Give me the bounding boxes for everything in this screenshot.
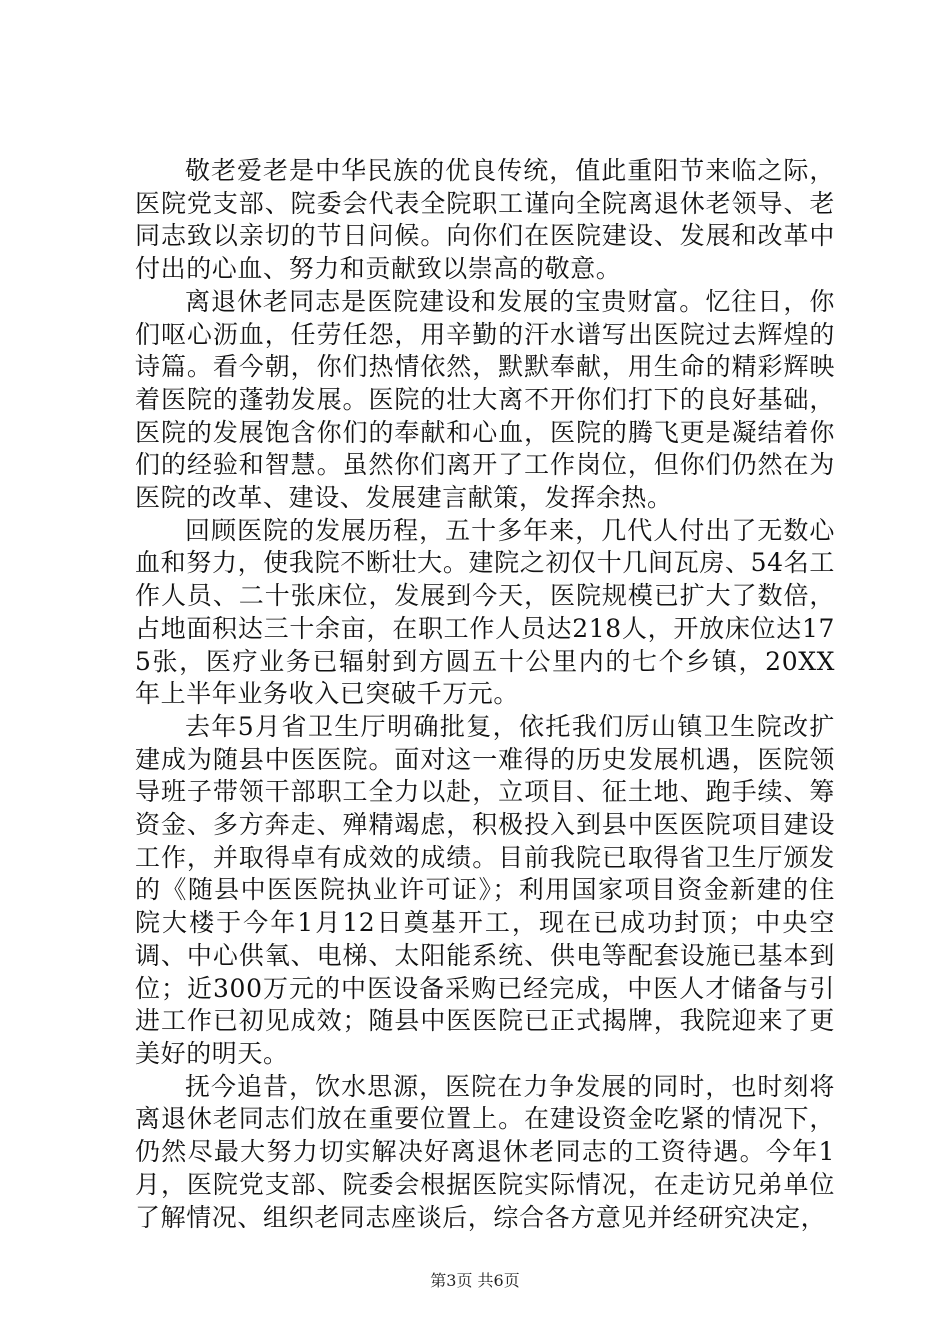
paragraph: 去年5月省卫生厅明确批复，依托我们厉山镇卫生院改扩建成为随县中医医院。面对这一难得的历史发展机遇，医院领导班子带领干部职工全力以赴，立项目、征土地、跑手续、筹资金、多方奔走、殚精竭虑，积极投入到县中医医院项目建设工作，并取得卓有成效的成绩。目前我院已取得省卫生厅颁发的《随县中医医院执业许可证》；利用国家项目资金新建的住院大楼于今年1月12日奠基开工，现在已成功封顶；中央空调、中心供氧、电梯、太阳能系统、供电等配套设施已基本到位；近300万元的中医设备采购已经完成，中医人才储备与引进工作已初见成效；随县中医医院已正式揭牌，我院迎来了更美好的明天。 <box>135 711 835 1068</box>
page-footer: 第3页 共6页 <box>430 1271 520 1290</box>
paragraph: 离退休老同志是医院建设和发展的宝贵财富。忆往日，你们呕心沥血，任劳任怨，用辛勤的汗水谱写出医院过去辉煌的诗篇。看今朝，你们热情依然，默默奉献，用生命的精彩辉映着医院的蓬勃发展。医院的壮大离不开你们打下的良好基础，医院的发展饱含你们的奉献和心血，医院的腾飞更是凝结着你们的经验和智慧。虽然你们离开了工作岗位，但你们仍然在为医院的改革、建设、发展建言献策，发挥余热。 <box>135 286 835 513</box>
paragraph: 抚今追昔，饮水思源，医院在力争发展的同时，也时刻将离退休老同志们放在重要位置上。在建设资金吃紧的情况下，仍然尽最大努力切实解决好离退休老同志的工资待遇。今年1月，医院党支部、院委会根据医院实际情况，在走访兄弟单位了解情况、组织老同志座谈后，综合各方意见并经研究决定， <box>135 1071 835 1232</box>
document-body <box>135 155 835 1234</box>
paragraph: 回顾医院的发展历程，五十多年来，几代人付出了无数心血和努力，使我院不断壮大。建院之初仅十几间瓦房、54名工作人员、二十张床位，发展到今天，医院规模已扩大了数倍，占地面积达三十余亩，在职工作人员达218人，开放床位达175张，医疗业务已辐射到方圆五十公里内的七个乡镇，20XX年上半年业务收入已突破千万元。 <box>135 515 835 709</box>
paragraph: 敬老爱老是中华民族的优良传统，值此重阳节来临之际，医院党支部、院委会代表全院职工谨向全院离退休老领导、老同志致以亲切的节日问候。向你们在医院建设、发展和改革中付出的心血、努力和贡献致以崇高的敬意。 <box>135 156 835 284</box>
